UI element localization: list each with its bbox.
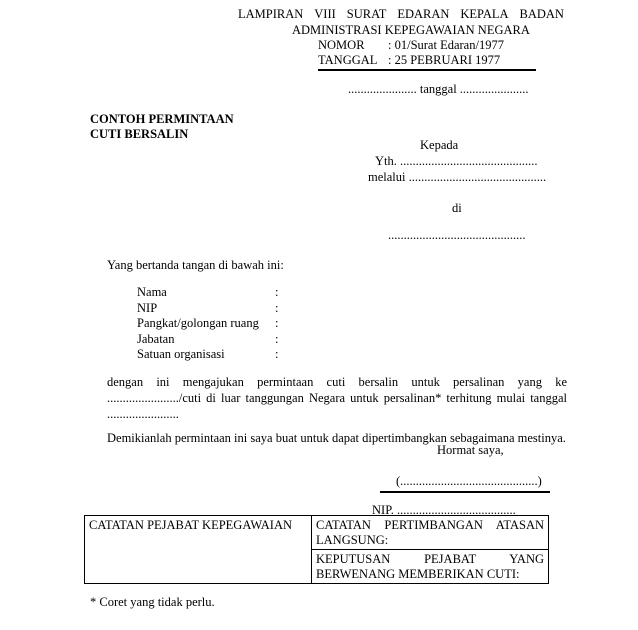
field-colon: : (275, 300, 279, 315)
tanggal-label: TANGGAL (318, 53, 378, 67)
notes-kepegawaian-cell (85, 516, 312, 584)
addressee-di-blank: ............................................ (388, 228, 526, 242)
header-rule (318, 69, 536, 71)
field-colon: : (275, 316, 279, 330)
notes-keputusan-cell (312, 550, 549, 584)
field-label: NIP (137, 300, 158, 315)
title-line-2: CUTI BERSALIN (90, 127, 189, 141)
header-line-1 (238, 7, 564, 22)
field-colon: : (275, 331, 279, 346)
field-colon: : (275, 347, 279, 361)
notes-atasan-line-2: LANGSUNG: (316, 533, 389, 547)
paragraph-line: dengan ini mengajukan permintaan cuti bersalin untuk persalinan yang ke (107, 375, 567, 389)
place-date: ...................... tanggal ...................... (348, 82, 529, 96)
applicant-fields (137, 285, 278, 363)
notes-atasan-cell (312, 516, 549, 550)
header-word: VIII (314, 7, 336, 21)
field-label: Nama (137, 285, 167, 299)
header-word: BADAN (519, 7, 564, 21)
field-row-nama (137, 285, 278, 301)
notes-keputusan-line-1: KEPUTUSAN PEJABAT YANG (316, 552, 544, 566)
field-row-nip (137, 301, 278, 317)
paragraph-line: ....................... (107, 407, 179, 421)
paragraph-line: ......................./cuti di luar tanggungan Negara untuk persalinan* terhitung mulai tanggal (107, 391, 567, 405)
tanggal-value: : 25 PEBRUARI 1977 (388, 53, 501, 67)
addressee-yth: Yth. ............................................ (375, 154, 538, 168)
field-row-satuan (137, 347, 278, 363)
header-word: EDARAN (397, 7, 450, 21)
addressee-kepada: Kepada (420, 138, 459, 152)
header-tanggal (318, 53, 500, 68)
nomor-value: : 01/Surat Edaran/1977 (388, 38, 504, 52)
signature-placeholder: (............................................) (396, 474, 542, 488)
addressee-melalui: melalui ............................................ (368, 170, 547, 184)
notes-table (84, 515, 549, 584)
signature-nip: NIP. ...................................... (372, 503, 516, 517)
header-word: LAMPIRAN (238, 7, 304, 21)
request-paragraph (107, 374, 567, 422)
table-row (85, 516, 549, 550)
footnote: * Coret yang tidak perlu. (90, 595, 215, 609)
header-nomor (318, 38, 504, 53)
field-label: Satuan organisasi (137, 347, 225, 361)
field-row-jabatan (137, 332, 278, 348)
closing-salutation: Hormat saya, (437, 443, 504, 457)
header-word: KEPALA (460, 7, 509, 21)
title-line-1: CONTOH PERMINTAAN (90, 112, 234, 126)
header-line-2: ADMINISTRASI KEPEGAWAIAN NEGARA (292, 23, 530, 37)
signature-rule (380, 491, 550, 493)
field-label: Jabatan (137, 331, 175, 346)
notes-kepegawaian-label: CATATAN PEJABAT KEPEGAWAIAN (89, 518, 293, 532)
closing-paragraph: Demikianlah permintaan ini saya buat untuk dapat dipertimbangkan sebagaimana mestinya. (107, 431, 566, 445)
document-title (90, 112, 234, 142)
field-label: Pangkat/golongan ruang (137, 316, 259, 330)
notes-atasan-line-1: CATATAN PERTIMBANGAN ATASAN (316, 518, 544, 532)
nomor-label: NOMOR (318, 38, 365, 52)
header-word: SURAT (346, 7, 387, 21)
intro-text: Yang bertanda tangan di bawah ini: (107, 258, 284, 272)
addressee-di: di (452, 201, 462, 215)
notes-keputusan-line-2: BERWENANG MEMBERIKAN CUTI: (316, 567, 520, 581)
field-row-pangkat (137, 316, 278, 332)
field-colon: : (275, 285, 279, 299)
